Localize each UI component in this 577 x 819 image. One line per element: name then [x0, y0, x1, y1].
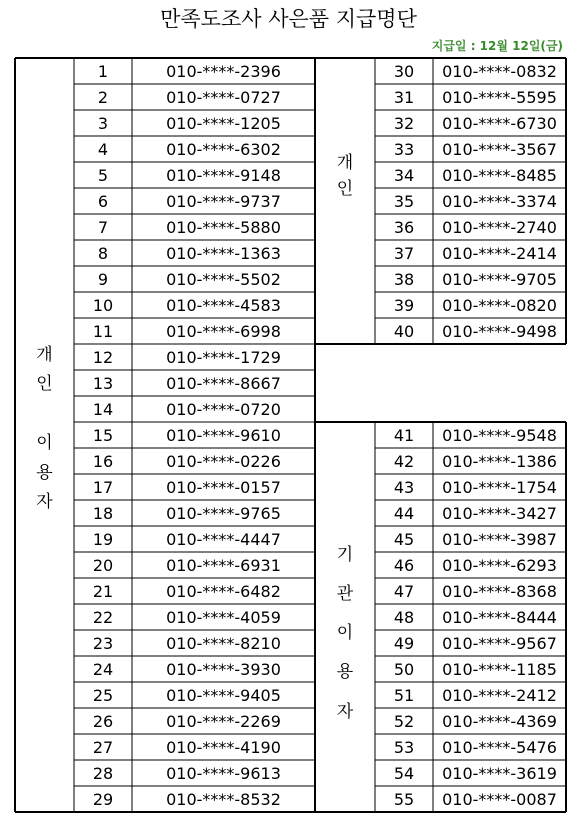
row-number: 24 — [92, 660, 114, 679]
row-number: 6 — [97, 192, 109, 211]
group-label-personal: 인 — [336, 179, 354, 199]
phone-number: 010-****-9405 — [166, 686, 281, 705]
phone-number: 010-****-0087 — [442, 790, 557, 809]
row-number: 18 — [92, 504, 114, 523]
group-label-institution: 이 — [336, 623, 354, 644]
phone-number: 010-****-0720 — [166, 400, 281, 419]
row-number: 4 — [97, 140, 109, 159]
group-label-left: 용 — [36, 462, 53, 483]
phone-number: 010-****-0820 — [442, 296, 557, 315]
row-number: 41 — [393, 426, 415, 445]
phone-number: 010-****-4190 — [166, 738, 281, 757]
row-number: 19 — [92, 530, 114, 549]
phone-number: 010-****-9737 — [166, 192, 281, 211]
row-number: 27 — [92, 738, 114, 757]
group-label-left: 이 — [36, 433, 53, 453]
row-number: 30 — [393, 62, 415, 81]
phone-number: 010-****-5595 — [442, 88, 557, 107]
group-label-left: 인 — [36, 374, 53, 394]
row-number: 37 — [393, 244, 415, 263]
phone-number: 010-****-1363 — [166, 244, 281, 263]
phone-number: 010-****-9705 — [442, 270, 557, 289]
phone-number: 010-****-8485 — [442, 166, 557, 185]
phone-number: 010-****-0727 — [166, 88, 281, 107]
phone-number: 010-****-8444 — [442, 608, 557, 627]
row-number: 51 — [393, 686, 415, 705]
row-number: 33 — [393, 140, 415, 159]
group-label-institution: 자 — [336, 701, 354, 722]
row-number: 3 — [97, 114, 109, 133]
group-label-institution: 관 — [336, 584, 354, 604]
row-number: 49 — [393, 634, 415, 653]
row-number: 48 — [393, 608, 415, 627]
phone-number: 010-****-6730 — [442, 114, 557, 133]
row-number: 23 — [92, 634, 114, 653]
row-number: 11 — [92, 322, 114, 341]
phone-number: 010-****-6293 — [442, 556, 557, 575]
group-label-institution: 기 — [336, 544, 354, 565]
phone-number: 010-****-9610 — [166, 426, 281, 445]
row-number: 29 — [92, 790, 114, 809]
phone-number: 010-****-8210 — [166, 634, 281, 653]
row-number: 50 — [393, 660, 415, 679]
phone-number: 010-****-4369 — [442, 712, 557, 731]
row-number: 46 — [393, 556, 415, 575]
row-number: 53 — [393, 738, 415, 757]
group-label-left: 개 — [36, 344, 53, 365]
phone-number: 010-****-5880 — [166, 218, 281, 237]
phone-number: 010-****-4059 — [166, 608, 281, 627]
phone-number: 010-****-1729 — [166, 348, 281, 367]
row-number: 7 — [97, 218, 109, 237]
phone-number: 010-****-0157 — [166, 478, 281, 497]
phone-number: 010-****-9548 — [442, 426, 557, 445]
phone-number: 010-****-2740 — [442, 218, 557, 237]
row-number: 38 — [393, 270, 415, 289]
row-number: 44 — [393, 504, 415, 523]
row-number: 54 — [393, 764, 415, 783]
row-number: 39 — [393, 296, 415, 315]
row-number: 1 — [97, 62, 109, 81]
phone-number: 010-****-3427 — [442, 504, 557, 523]
row-number: 2 — [97, 88, 109, 107]
phone-number: 010-****-9567 — [442, 634, 557, 653]
row-number: 17 — [92, 478, 114, 497]
page-title: 만족도조사 사은품 지급명단 — [160, 7, 417, 31]
phone-number: 010-****-3567 — [442, 140, 557, 159]
phone-number: 010-****-6931 — [166, 556, 281, 575]
group-label-personal: 개 — [336, 153, 354, 173]
group-label-institution: 용 — [336, 662, 354, 683]
row-number: 40 — [393, 322, 415, 341]
phone-number: 010-****-0832 — [442, 62, 557, 81]
phone-number: 010-****-2269 — [166, 712, 281, 731]
row-number: 31 — [393, 88, 415, 107]
phone-number: 010-****-5476 — [442, 738, 557, 757]
row-number: 35 — [393, 192, 415, 211]
phone-number: 010-****-3930 — [166, 660, 281, 679]
row-number: 22 — [92, 608, 114, 627]
row-number: 28 — [92, 764, 114, 783]
row-number: 21 — [92, 582, 114, 601]
phone-number: 010-****-9613 — [166, 764, 281, 783]
row-number: 13 — [92, 374, 114, 393]
phone-number: 010-****-9765 — [166, 504, 281, 523]
phone-number: 010-****-5502 — [166, 270, 281, 289]
row-number: 10 — [92, 296, 114, 315]
row-number: 15 — [92, 426, 114, 445]
row-number: 8 — [97, 244, 109, 263]
row-number: 12 — [92, 348, 114, 367]
row-number: 45 — [393, 530, 415, 549]
row-number: 9 — [97, 270, 109, 289]
phone-number: 010-****-6998 — [166, 322, 281, 341]
row-number: 32 — [393, 114, 415, 133]
row-number: 47 — [393, 582, 415, 601]
phone-number: 010-****-2396 — [166, 62, 281, 81]
payment-date: 지급일 : 12월 12일(금) — [431, 39, 563, 53]
phone-number: 010-****-4447 — [166, 530, 281, 549]
phone-number: 010-****-9498 — [442, 322, 557, 341]
row-number: 14 — [92, 400, 114, 419]
phone-number: 010-****-4583 — [166, 296, 281, 315]
phone-number: 010-****-1185 — [442, 660, 557, 679]
group-label-left: 자 — [36, 492, 53, 512]
row-number: 43 — [393, 478, 415, 497]
row-number: 5 — [97, 166, 109, 185]
phone-number: 010-****-1205 — [166, 114, 281, 133]
phone-number: 010-****-3374 — [442, 192, 557, 211]
phone-number: 010-****-2412 — [442, 686, 557, 705]
phone-number: 010-****-8667 — [166, 374, 281, 393]
phone-number: 010-****-8532 — [166, 790, 281, 809]
row-number: 20 — [92, 556, 114, 575]
phone-number: 010-****-9148 — [166, 166, 281, 185]
phone-number: 010-****-2414 — [442, 244, 557, 263]
phone-number: 010-****-8368 — [442, 582, 557, 601]
row-number: 16 — [92, 452, 114, 471]
row-number: 34 — [393, 166, 415, 185]
phone-number: 010-****-0226 — [166, 452, 281, 471]
phone-number: 010-****-1754 — [442, 478, 557, 497]
phone-number: 010-****-3987 — [442, 530, 557, 549]
row-number: 25 — [92, 686, 114, 705]
phone-number: 010-****-1386 — [442, 452, 557, 471]
row-number: 42 — [393, 452, 415, 471]
phone-number: 010-****-6302 — [166, 140, 281, 159]
phone-number: 010-****-3619 — [442, 764, 557, 783]
phone-number: 010-****-6482 — [166, 582, 281, 601]
row-number: 26 — [92, 712, 114, 731]
row-number: 55 — [393, 790, 415, 809]
row-number: 52 — [393, 712, 415, 731]
row-number: 36 — [393, 218, 415, 237]
